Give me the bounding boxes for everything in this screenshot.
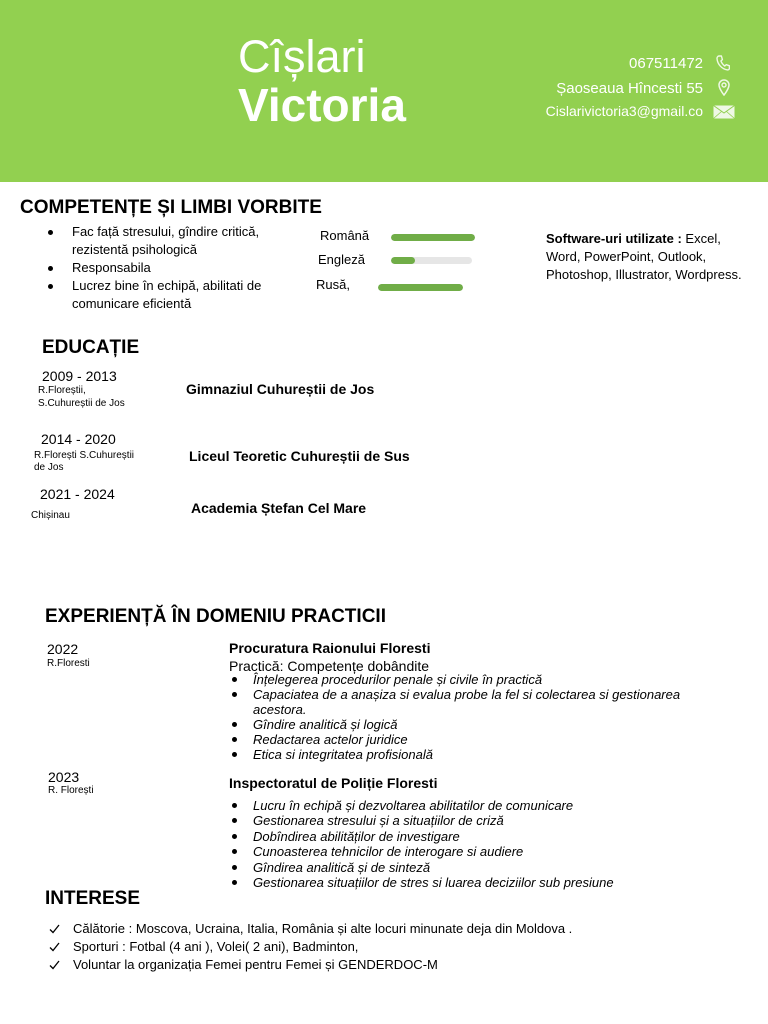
list-item: [231, 813, 711, 828]
language-label-romanian: Română: [320, 228, 370, 243]
list-item: [48, 956, 688, 974]
experience-year: 2023: [48, 769, 80, 785]
location-line: S.Cuhureștii de Jos: [38, 397, 125, 409]
education-location: [34, 450, 134, 474]
point-text: Cunoasterea tehnicilor de interogare si audiere: [253, 844, 524, 860]
list-item: [231, 875, 711, 890]
language-bar-russian: [378, 284, 463, 291]
point-text: Înțelegerea procedurilor penale și civile în practică: [253, 672, 543, 687]
experience-subtitle: Practică: Competențe dobândite: [229, 658, 430, 674]
list-item: [231, 747, 711, 762]
location-line: R.Floreștii,: [38, 384, 86, 396]
bullet-icon: [231, 860, 253, 875]
experience-year: 2022: [47, 641, 79, 657]
interests-list: [48, 920, 688, 974]
list-item: [231, 732, 711, 747]
list-item: [231, 860, 711, 875]
bullet-icon: [231, 844, 253, 859]
language-bar-romanian: [391, 234, 475, 241]
contact-address: Șaoseaua Hîncesti 55: [556, 80, 703, 97]
list-item: [231, 672, 711, 687]
bullet-icon: [231, 813, 253, 828]
bullet-icon: [231, 829, 253, 844]
interest-text: Voluntar la organizația Femei pentru Femei și GENDERDOC-M: [73, 957, 438, 972]
section-title-experience: EXPERIENȚĂ ÎN DOMENIU PRACTICII: [45, 606, 386, 627]
software-label: Software-uri utilizate :: [546, 231, 682, 246]
bullet-icon: [231, 672, 253, 687]
bullet-icon: [231, 687, 253, 702]
language-bar-fill: [391, 257, 415, 264]
experience-location: R.Floresti: [47, 657, 90, 669]
list-item: [231, 717, 711, 732]
experience-organization: Inspectoratul de Poliție Floresti: [229, 775, 438, 791]
list-item: [48, 920, 688, 938]
education-location: [31, 509, 70, 522]
experience-points-list: [231, 672, 711, 762]
education-location: [38, 384, 125, 410]
contact-email: Cislarivictoria3@gmail.co: [545, 103, 703, 119]
contact-phone: 067511472: [629, 55, 703, 72]
list-item: [48, 938, 688, 956]
section-title-education: EDUCAȚIE: [42, 337, 140, 358]
bullet-icon: [231, 798, 253, 813]
language-bar-fill: [378, 284, 463, 291]
checkmark-icon: [48, 938, 73, 956]
list-item: [47, 277, 277, 313]
skills-list: [47, 223, 277, 313]
bullet-icon: [231, 732, 253, 747]
checkmark-icon: [48, 956, 73, 974]
education-institution: Liceul Teoretic Cuhureștii de Sus: [189, 448, 410, 464]
point-text: Lucru în echipă și dezvoltarea abilitatilor de comunicare: [253, 798, 574, 813]
bullet-icon: [231, 747, 253, 762]
skill-text: Lucrez bine în echipă, abilitati de comunicare eficientă: [72, 278, 262, 311]
first-name: Cîșlari: [238, 31, 366, 82]
point-text: Gîndirea analitică și de sinteză: [253, 859, 431, 875]
location-line: R.Florești S.Cuhureștii: [34, 450, 135, 461]
point-text: Redactarea actelor juridice: [253, 732, 408, 747]
bullet-icon: [47, 259, 72, 277]
list-item: [47, 259, 277, 277]
section-title-skills: COMPETENȚE ȘI LIMBI VORBITE: [20, 197, 322, 218]
point-text: Dobîndirea abilităților de investigare: [253, 828, 460, 844]
envelope-icon: [713, 105, 735, 119]
education-years: 2021 - 2024: [40, 486, 115, 502]
language-bar-english: [391, 257, 472, 264]
experience-organization: Procuratura Raionului Floresti: [229, 640, 431, 656]
list-item: [231, 687, 711, 717]
education-institution: Gimnaziul Cuhureștii de Jos: [186, 381, 375, 397]
interest-text: Călătorie : Moscova, Ucraina, Italia, România și alte locuri minunate deja din Moldova .: [73, 921, 573, 936]
education-years: 2014 - 2020: [41, 431, 116, 447]
experience-points-list: [231, 798, 711, 890]
point-text: Gestionarea stresului și a situațiilor de criză: [253, 813, 504, 829]
language-bar-fill: [391, 234, 475, 241]
language-label-english: Engleză: [318, 252, 365, 267]
software-block: [546, 230, 746, 284]
bullet-icon: [47, 277, 72, 295]
section-title-interests: INTERESE: [45, 888, 141, 909]
location-line: Chișinau: [31, 509, 70, 521]
education-years: 2009 - 2013: [42, 368, 117, 384]
bullet-icon: [47, 223, 72, 241]
bullet-icon: [231, 717, 253, 732]
list-item: [231, 798, 711, 813]
location-line: de Jos: [34, 462, 64, 473]
phone-icon: [716, 55, 730, 71]
software-list: Excel, Word, PowerPoint, Outlook, Photoshop, Illustrator, Wordpress.: [546, 231, 742, 282]
point-text: Etica si integritatea profisională: [253, 747, 433, 762]
point-text: Gîndire analitică și logică: [253, 717, 398, 732]
checkmark-icon: [48, 920, 73, 938]
skill-text: Fac față stresului, gîndire critică, rezistentă psihologică: [72, 224, 260, 257]
last-name: Victoria: [238, 79, 406, 131]
list-item: [47, 223, 277, 259]
language-label-russian: Rusă,: [316, 277, 350, 292]
skill-text: Responsabila: [72, 260, 151, 275]
experience-location: R. Florești: [48, 784, 94, 796]
bullet-icon: [231, 875, 253, 890]
interest-text: Sporturi : Fotbal (4 ani ), Volei( 2 ani), Badminton,: [73, 939, 359, 954]
point-text: Capaciatea de a anașiza si evalua probe la fel si colectarea si gestionarea acestora.: [253, 687, 681, 717]
list-item: [231, 829, 711, 844]
list-item: [231, 844, 711, 859]
education-institution: Academia Ștefan Cel Mare: [191, 500, 367, 516]
location-pin-icon: [718, 79, 730, 96]
point-text: Gestionarea situațiilor de stres si luarea deciziilor sub presiune: [253, 875, 614, 891]
